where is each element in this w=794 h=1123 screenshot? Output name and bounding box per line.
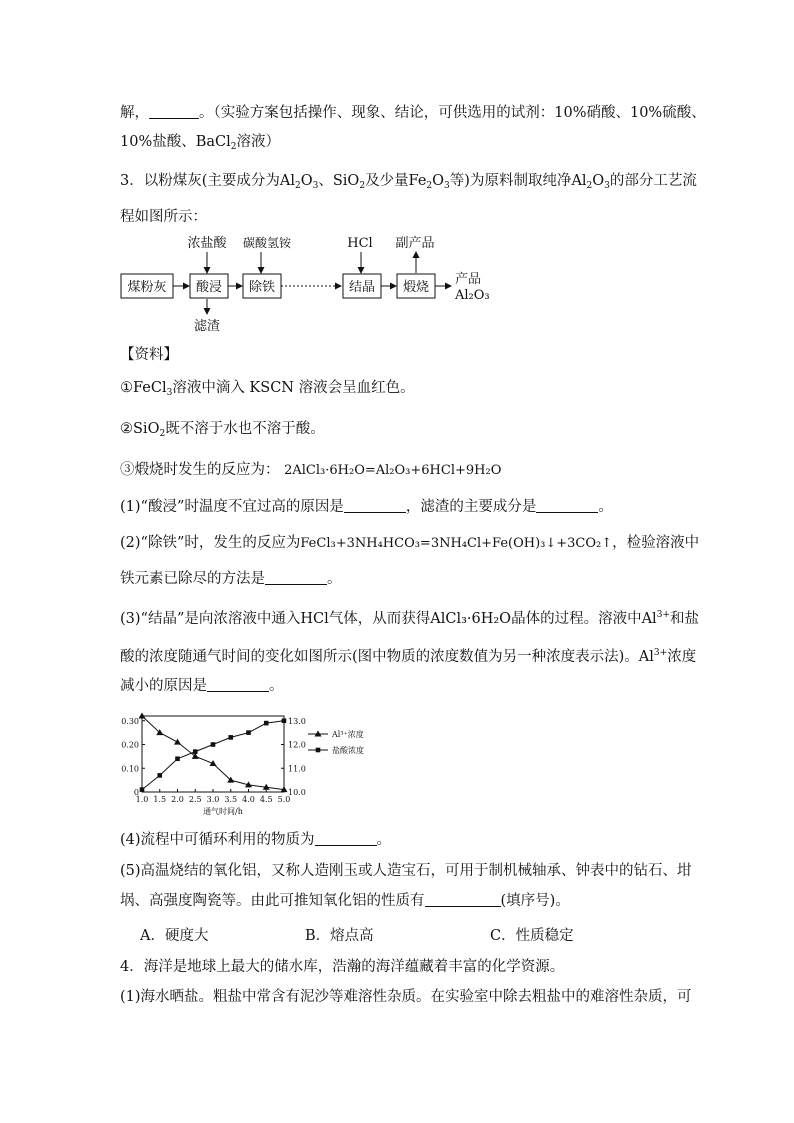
superscript: 3+ xyxy=(656,610,670,620)
info-title: 【资料】 xyxy=(120,347,178,363)
data-point-triangle xyxy=(174,739,181,745)
q3-intro-text: 的部分工艺流 xyxy=(609,173,697,189)
q3-intro: 3．以粉煤灰(主要成分为$Al_2O_3$、SiO$_2$及少量$Fe_2O_3$等)为原料制取纯净$Al_2O_3$的部分工艺流 xyxy=(120,173,697,191)
flow-label: 结晶 xyxy=(348,280,376,295)
y-left-tick-label: 0 xyxy=(133,788,139,797)
option-b[interactable]: B．熔点高 xyxy=(305,928,374,944)
legend-label: 盐酸浓度 xyxy=(332,746,364,755)
question-3-2 xyxy=(120,533,699,554)
y-right-tick-label: 10.0 xyxy=(288,788,306,797)
x-axis-label: 通气时间/h xyxy=(203,807,243,816)
answer-blank[interactable] xyxy=(207,677,269,692)
question-text: 。 xyxy=(598,499,613,515)
circled-number: ① xyxy=(120,380,133,396)
question-text: (4)流程中可循环利用的物质为 xyxy=(120,832,315,848)
x-tick-label: 4.5 xyxy=(259,795,273,804)
answer-blank[interactable] xyxy=(425,892,501,907)
question-3-3-line2 xyxy=(120,643,696,667)
legend-marker-square xyxy=(316,748,321,753)
question-text: ，滤渣的主要成分是 xyxy=(405,499,537,515)
data-point-square xyxy=(193,749,198,754)
series-line-1 xyxy=(142,716,284,790)
circled-number: ③ xyxy=(120,462,135,478)
x-tick-label: 2.0 xyxy=(171,795,184,804)
y-right-tick-label: 13.0 xyxy=(288,716,306,726)
subscript: 2 xyxy=(159,429,166,439)
process-flow-diagram xyxy=(115,232,515,337)
q3-intro-text: 及少量Fe xyxy=(365,173,427,189)
q2-text-b: 。（实验方案包括操作、现象、结论，可供选用的试剂：10%硝酸、10%硫酸、 xyxy=(199,105,706,121)
question-text: (3)“结晶”是向浓溶液中通入HCl气体，从而获得AlCl₃·6H₂O晶体的过程。溶液中Al xyxy=(120,611,657,627)
data-point-square xyxy=(246,730,251,735)
info-text: 溶液中滴入 KSCN 溶液会呈血红色。 xyxy=(172,380,415,396)
question-3-3-line3 xyxy=(120,676,284,696)
question-text: (填序号)。 xyxy=(500,893,570,909)
flow-label: 除铁 xyxy=(248,280,276,295)
x-tick-label: 1.0 xyxy=(135,795,149,804)
data-point-square xyxy=(140,787,145,792)
answer-blank[interactable] xyxy=(344,498,406,513)
info-text: 煅烧时发生的反应为： xyxy=(134,462,280,478)
data-point-square xyxy=(211,742,216,747)
question-3-2-line2 xyxy=(120,569,342,589)
x-tick-label: 3.5 xyxy=(224,795,238,804)
q2-reagent-text-end: 溶液） xyxy=(236,134,280,150)
q4-intro xyxy=(120,957,564,977)
x-tick-label: 3.0 xyxy=(206,795,220,804)
circled-number: ② xyxy=(120,421,133,437)
option-c[interactable]: C．性质稳定 xyxy=(490,928,574,944)
answer-blank[interactable] xyxy=(536,498,598,513)
x-tick-label: 2.5 xyxy=(188,795,202,804)
info-text: SiO xyxy=(133,421,160,437)
subscript: 2 xyxy=(426,181,433,191)
question-text: 。 xyxy=(376,832,392,848)
subscript: 2 xyxy=(230,142,237,152)
flow-label: 副产品 xyxy=(395,236,435,251)
info-item-2 xyxy=(120,419,325,444)
flow-label: 煤粉灰 xyxy=(127,280,167,295)
question-text: 浓度 xyxy=(667,649,697,665)
question-3-5-line2 xyxy=(120,891,570,911)
q4-part-1: (1)海水晒盐。粗盐中常含有泥沙等难溶性杂质。在实验室中除去粗盐中的难溶性杂质，可 xyxy=(120,989,692,1005)
q3-intro-text: 、SiO xyxy=(318,173,360,189)
question-text: (2)“除铁”时，发生的反应为 xyxy=(120,535,301,551)
info-text: FeCl xyxy=(133,380,167,396)
flow-label: 酸浸 xyxy=(195,280,223,295)
flow-label: 产品 xyxy=(455,272,482,287)
q3-intro-text: 以粉煤灰(主要成分为Al xyxy=(143,173,295,189)
y-left-tick-label: 0.10 xyxy=(121,764,139,774)
subscript: 2 xyxy=(586,181,593,191)
question-3-5 xyxy=(120,861,692,881)
info-item-1 xyxy=(120,378,415,403)
question-text: 埚、高强度陶瓷等。由此可推知氧化铝的性质有 xyxy=(120,893,425,909)
q2-line1 xyxy=(120,103,706,123)
subscript: 3 xyxy=(312,181,319,191)
flow-label: 浓盐酸 xyxy=(187,236,227,251)
question-text: 海洋是地球上最大的储水库，浩瀚的海洋蕴藏着丰富的化学资源。 xyxy=(143,959,565,975)
question-text: 。 xyxy=(269,678,284,694)
q3-intro-text: 等)为原料制取纯净Al xyxy=(449,173,587,189)
question-text: 和盐 xyxy=(669,611,699,627)
q2-reagent-text: 10%盐酸、BaCl xyxy=(120,134,231,150)
superscript: 3+ xyxy=(653,648,668,658)
subscript: 2 xyxy=(295,181,301,191)
flow-label: 滤渣 xyxy=(193,319,221,334)
subscript: 2 xyxy=(359,181,366,191)
question-text: 酸的浓度随通气时间的变化如图所示(图中物质的浓度数值为另一种浓度表示法)。Al xyxy=(120,649,654,665)
subscript: 3 xyxy=(604,181,610,191)
question-text: 铁元素已除尽的方法是 xyxy=(120,571,265,587)
y-left-tick-label: 0.20 xyxy=(121,740,139,750)
question-3-4 xyxy=(120,830,391,850)
equation: 2AlCl₃·6H₂O=Al₂O₃+6HCl+9H₂O xyxy=(284,463,502,478)
y-left-tick-label: 0.30 xyxy=(121,716,139,726)
data-point-square xyxy=(157,773,162,778)
plot-frame xyxy=(142,716,284,792)
x-tick-label: 5.0 xyxy=(277,795,291,804)
question-number: 3． xyxy=(120,173,144,189)
q2-line2 xyxy=(120,132,280,157)
question-number: 4． xyxy=(120,959,144,975)
data-point-square xyxy=(282,718,287,723)
question-3-3 xyxy=(120,605,699,629)
subscript: 3 xyxy=(444,181,450,191)
info-item-3 xyxy=(120,460,501,481)
flow-label: 煅烧 xyxy=(402,280,430,295)
series-line-2 xyxy=(142,721,284,790)
x-tick-label: 4.0 xyxy=(242,795,255,804)
y-right-tick-label: 11.0 xyxy=(288,764,306,774)
question-text: (1)“酸浸”时温度不宜过高的原因是 xyxy=(120,499,344,515)
question-text: 。 xyxy=(327,571,342,587)
option-a[interactable]: A．硬度大 xyxy=(140,928,209,944)
q2-text-a: 解， xyxy=(120,105,149,121)
question-3-1 xyxy=(120,497,613,517)
flow-label: HCl xyxy=(347,236,373,251)
equation: FeCl₃+3NH₄HCO₃=3NH₄Cl+Fe(OH)₃↓+3CO₂↑ xyxy=(300,536,613,551)
data-point-square xyxy=(228,735,233,740)
subscript: 3 xyxy=(166,388,173,398)
answer-blank[interactable] xyxy=(315,831,377,846)
concentration-chart xyxy=(112,704,382,822)
data-point-square xyxy=(264,721,269,726)
answer-blank[interactable] xyxy=(149,104,199,119)
x-tick-label: 1.5 xyxy=(153,795,167,804)
flow-label: Al₂O₃ xyxy=(455,288,490,303)
data-point-square xyxy=(175,756,180,761)
info-text: 既不溶于水也不溶于酸。 xyxy=(165,421,325,437)
q3-intro2: 程如图所示： xyxy=(120,209,207,225)
question-text: ，检验溶液中 xyxy=(612,535,700,551)
flow-label: 碳酸氢铵 xyxy=(242,236,292,250)
legend-label: Al³⁺浓度 xyxy=(332,730,364,739)
answer-blank[interactable] xyxy=(265,570,327,585)
question-text: 减小的原因是 xyxy=(120,678,207,694)
question-text: (5)高温烧结的氧化铝，又称人造刚玉或人造宝石，可用于制机械轴承、钟表中的钻石、坩 xyxy=(120,863,692,879)
y-right-tick-label: 12.0 xyxy=(288,740,306,750)
